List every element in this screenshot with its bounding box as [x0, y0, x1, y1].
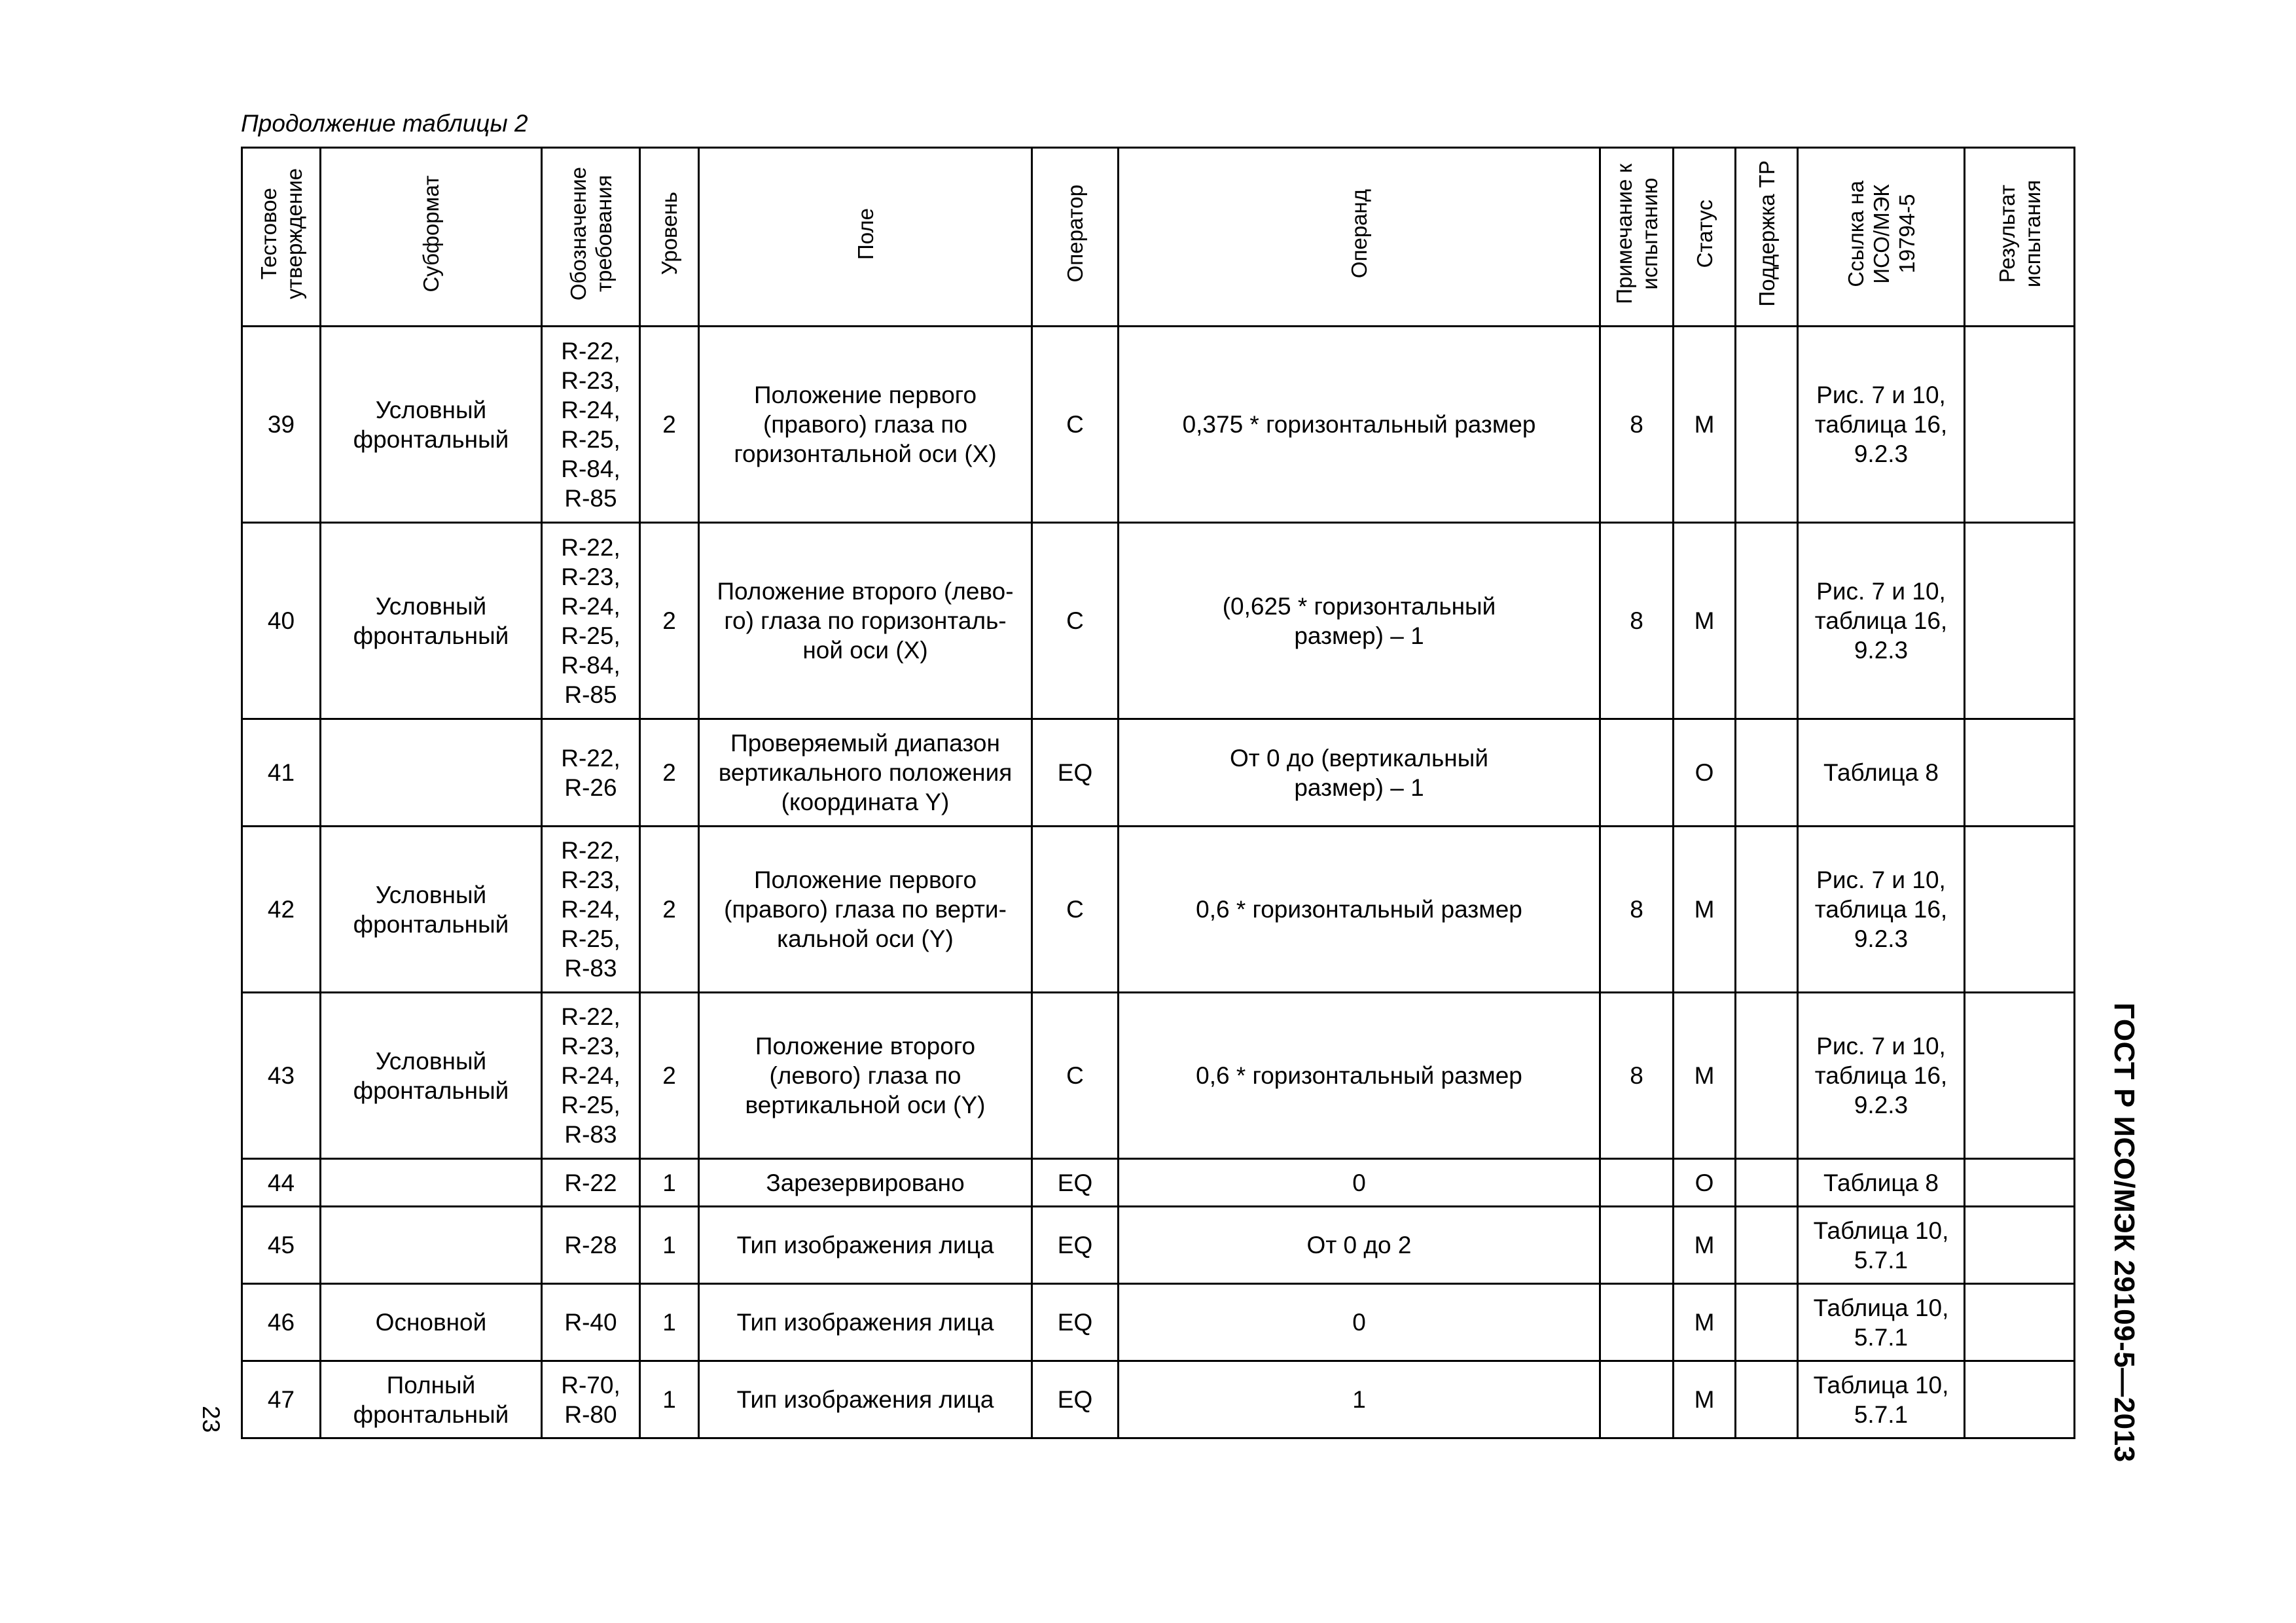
cell-iso-reference: Рис. 7 и 10, таблица 16, 9.2.3 — [1798, 523, 1965, 719]
cell-test-result — [1965, 719, 2075, 827]
cell-operand: От 0 до 2 — [1119, 1207, 1600, 1284]
cell-tp-support — [1736, 523, 1798, 719]
cell-operand: 0 — [1119, 1159, 1600, 1207]
cell-status: O — [1674, 719, 1736, 827]
cell-test-note: 8 — [1600, 993, 1674, 1159]
cell-operand: 1 — [1119, 1361, 1600, 1438]
table-row — [242, 523, 2075, 719]
cell-subformat: Полный фронтальный — [321, 1361, 542, 1438]
cell-operand: 0,6 * горизонтальный размер — [1119, 827, 1600, 993]
col-header-operand: Операнд — [1119, 148, 1600, 327]
table-row — [242, 327, 2075, 523]
col-header-subformat: Субформат — [321, 148, 542, 327]
cell-operator: EQ — [1032, 1159, 1119, 1207]
cell-tp-support — [1736, 327, 1798, 523]
cell-iso-reference: Таблица 8 — [1798, 719, 1965, 827]
cell-test-result — [1965, 993, 2075, 1159]
cell-iso-reference: Рис. 7 и 10, таблица 16, 9.2.3 — [1798, 993, 1965, 1159]
cell-test-result — [1965, 523, 2075, 719]
cell-operand: 0,375 * горизонтальный размер — [1119, 327, 1600, 523]
cell-tp-support — [1736, 1207, 1798, 1284]
cell-requirement-id: R-70, R-80 — [542, 1361, 640, 1438]
cell-test-result — [1965, 1207, 2075, 1284]
cell-subformat: Условный фронтальный — [321, 327, 542, 523]
cell-test-note: 8 — [1600, 827, 1674, 993]
col-header-tp-support: Поддержка ТР — [1736, 148, 1798, 327]
cell-level: 2 — [640, 719, 699, 827]
table-row — [242, 827, 2075, 993]
cell-status: M — [1674, 993, 1736, 1159]
col-header-status: Статус — [1674, 148, 1736, 327]
cell-test-note — [1600, 719, 1674, 827]
col-header-level: Уровень — [640, 148, 699, 327]
cell-requirement-id: R-22, R-23, R-24, R-25, R-84, R-85 — [542, 523, 640, 719]
cell-test-note — [1600, 1207, 1674, 1284]
cell-test-statement: 47 — [242, 1361, 321, 1438]
cell-test-result — [1965, 327, 2075, 523]
cell-subformat: Условный фронтальный — [321, 827, 542, 993]
cell-status: M — [1674, 827, 1736, 993]
cell-tp-support — [1736, 1284, 1798, 1361]
cell-tp-support — [1736, 827, 1798, 993]
cell-level: 1 — [640, 1159, 699, 1207]
document-title-vertical: ГОСТ Р ИСО/МЭК 29109-5—2013 — [2108, 1003, 2140, 1463]
cell-level: 2 — [640, 327, 699, 523]
cell-iso-reference: Рис. 7 и 10, таблица 16, 9.2.3 — [1798, 327, 1965, 523]
cell-operand: 0,6 * горизонтальный размер — [1119, 993, 1600, 1159]
cell-field: Положение первого (правого) глаза по верти- кальной оси (Y) — [699, 827, 1032, 993]
cell-test-statement: 45 — [242, 1207, 321, 1284]
cell-field: Положение второго (левого) глаза по вертикальной оси (Y) — [699, 993, 1032, 1159]
col-header-operator: Оператор — [1032, 148, 1119, 327]
cell-operator: C — [1032, 327, 1119, 523]
cell-level: 2 — [640, 827, 699, 993]
col-header-field: Поле — [699, 148, 1032, 327]
col-header-test-note: Примечание к испытанию — [1600, 148, 1674, 327]
table-row — [242, 993, 2075, 1159]
cell-status: M — [1674, 523, 1736, 719]
cell-subformat — [321, 719, 542, 827]
cell-status: M — [1674, 327, 1736, 523]
cell-level: 1 — [640, 1361, 699, 1438]
cell-subformat — [321, 1207, 542, 1284]
cell-test-note: 8 — [1600, 327, 1674, 523]
cell-status: O — [1674, 1159, 1736, 1207]
cell-status: M — [1674, 1207, 1736, 1284]
table-row — [242, 719, 2075, 827]
cell-test-note — [1600, 1284, 1674, 1361]
page-number: 23 — [198, 1406, 224, 1433]
cell-requirement-id: R-22, R-23, R-24, R-25, R-83 — [542, 993, 640, 1159]
cell-level: 1 — [640, 1207, 699, 1284]
table-row — [242, 1159, 2075, 1207]
cell-operator: EQ — [1032, 1361, 1119, 1438]
cell-iso-reference: Рис. 7 и 10, таблица 16, 9.2.3 — [1798, 827, 1965, 993]
cell-operator: EQ — [1032, 1284, 1119, 1361]
cell-test-result — [1965, 1284, 2075, 1361]
cell-test-note — [1600, 1159, 1674, 1207]
cell-test-note: 8 — [1600, 523, 1674, 719]
col-header-test-result: Результат испытания — [1965, 148, 2075, 327]
cell-requirement-id: R-28 — [542, 1207, 640, 1284]
cell-subformat: Основной — [321, 1284, 542, 1361]
cell-requirement-id: R-40 — [542, 1284, 640, 1361]
cell-requirement-id: R-22, R-23, R-24, R-25, R-84, R-85 — [542, 327, 640, 523]
cell-level: 2 — [640, 993, 699, 1159]
cell-test-statement: 39 — [242, 327, 321, 523]
cell-tp-support — [1736, 993, 1798, 1159]
table-row — [242, 1207, 2075, 1284]
cell-iso-reference: Таблица 8 — [1798, 1159, 1965, 1207]
cell-tp-support — [1736, 1361, 1798, 1438]
cell-field: Тип изображения лица — [699, 1207, 1032, 1284]
cell-test-statement: 43 — [242, 993, 321, 1159]
cell-test-statement: 41 — [242, 719, 321, 827]
cell-field: Тип изображения лица — [699, 1361, 1032, 1438]
cell-test-note — [1600, 1361, 1674, 1438]
table-row — [242, 1361, 2075, 1438]
cell-tp-support — [1736, 719, 1798, 827]
cell-field: Проверяемый диапазон вертикального положения (координата Y) — [699, 719, 1032, 827]
cell-test-result — [1965, 827, 2075, 993]
cell-field: Зарезервировано — [699, 1159, 1032, 1207]
cell-subformat — [321, 1159, 542, 1207]
cell-field: Положение первого (правого) глаза по горизонтальной оси (X) — [699, 327, 1032, 523]
cell-level: 2 — [640, 523, 699, 719]
cell-field: Тип изображения лица — [699, 1284, 1032, 1361]
cell-operator: EQ — [1032, 1207, 1119, 1284]
col-header-iso-reference: Ссылка на ИСО/МЭК 19794-5 — [1798, 148, 1965, 327]
cell-test-statement: 42 — [242, 827, 321, 993]
table-caption: Продолжение таблицы 2 — [241, 110, 528, 137]
cell-requirement-id: R-22 — [542, 1159, 640, 1207]
cell-iso-reference: Таблица 10, 5.7.1 — [1798, 1284, 1965, 1361]
cell-subformat: Условный фронтальный — [321, 993, 542, 1159]
cell-level: 1 — [640, 1284, 699, 1361]
cell-status: M — [1674, 1361, 1736, 1438]
col-header-test-statement: Тестовое утверждение — [242, 148, 321, 327]
cell-requirement-id: R-22, R-26 — [542, 719, 640, 827]
table-row — [242, 1284, 2075, 1361]
cell-test-result — [1965, 1159, 2075, 1207]
cell-status: M — [1674, 1284, 1736, 1361]
cell-operator: C — [1032, 523, 1119, 719]
cell-iso-reference: Таблица 10, 5.7.1 — [1798, 1361, 1965, 1438]
cell-operator: EQ — [1032, 719, 1119, 827]
cell-test-statement: 46 — [242, 1284, 321, 1361]
cell-operator: C — [1032, 993, 1119, 1159]
header-row — [242, 148, 2075, 327]
cell-subformat: Условный фронтальный — [321, 523, 542, 719]
cell-requirement-id: R-22, R-23, R-24, R-25, R-83 — [542, 827, 640, 993]
col-header-requirement-id: Обозначение требования — [542, 148, 640, 327]
cell-field: Положение второго (лево- го) глаза по горизонталь- ной оси (X) — [699, 523, 1032, 719]
cell-tp-support — [1736, 1159, 1798, 1207]
cell-operand: 0 — [1119, 1284, 1600, 1361]
cell-operand: (0,625 * горизонтальный размер) – 1 — [1119, 523, 1600, 719]
cell-test-statement: 44 — [242, 1159, 321, 1207]
cell-test-statement: 40 — [242, 523, 321, 719]
cell-operator: C — [1032, 827, 1119, 993]
requirements-table — [241, 147, 2075, 1439]
cell-operand: От 0 до (вертикальный размер) – 1 — [1119, 719, 1600, 827]
cell-iso-reference: Таблица 10, 5.7.1 — [1798, 1207, 1965, 1284]
cell-test-result — [1965, 1361, 2075, 1438]
